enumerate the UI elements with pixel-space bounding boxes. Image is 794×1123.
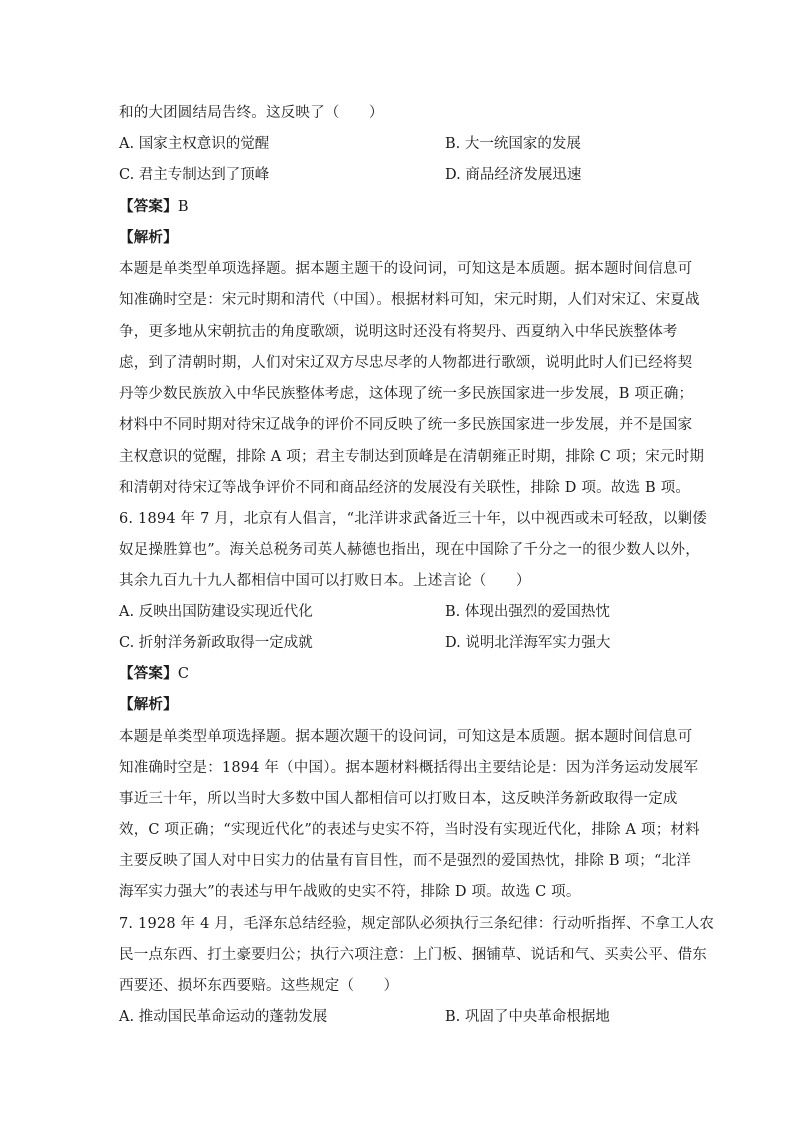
- q6-option-b: B. 体现出强烈的爱国热忱: [445, 604, 610, 620]
- q6-answer-label: 【答案】: [119, 665, 178, 682]
- q5-option-b: B. 大一统国家的发展: [445, 136, 581, 152]
- q5-analysis-line: 丹等少数民族放入中华民族整体考虑，这体现了统一多民族国家进一步发展，B 项正确；: [119, 386, 694, 402]
- q5-option-a: A. 国家主权意识的觉醒: [119, 136, 270, 152]
- q6-analysis-label: 【解析】: [119, 696, 178, 713]
- q6-analysis-line: 本题是单类型单项选择题。据本题次题干的设问词，可知这是本质题。据本题时间信息可: [119, 729, 693, 745]
- q6-option-d: D. 说明北洋海军实力强大: [445, 635, 611, 651]
- q6-option-a: A. 反映出国防建设实现近代化: [119, 604, 313, 620]
- q5-stem-tail: 和的大团圆结局告终。这反映了（ ）: [119, 105, 384, 121]
- q6-analysis-line: 海军实力强大”的表述与甲午战败的史实不符，排除 D 项。故选 C 项。: [119, 884, 581, 900]
- q5-answer: [119, 197, 679, 217]
- q5-analysis-label: 【解析】: [119, 229, 178, 246]
- q5-analysis-line: 虑，到了清朝时期，人们对宋辽双方尽忠尽孝的人物都进行歌颂，说明此时人们已经将契: [119, 355, 693, 371]
- q7-stem-line: 西要还、损坏东西要赔。这些规定（ ）: [119, 978, 399, 994]
- q5-analysis-line: 本题是单类型单项选择题。据本题主题干的设问词，可知这是本质题。据本题时间信息可: [119, 261, 693, 277]
- q6-analysis-line: 知准确时空是：1894 年（中国）。据本题材料概括得出主要结论是：因为洋务运动发展军: [119, 760, 699, 776]
- q7-option-a: A. 推动国民革命运动的蓬勃发展: [119, 1009, 328, 1025]
- q5-option-c: C. 君主专制达到了顶峰: [119, 167, 270, 183]
- q6-answer-value: C: [177, 666, 190, 682]
- q5-analysis-line: 争，更多地从宋朝抗击的角度歌颂，说明这时还没有将契丹、西夏纳入中华民族整体考: [119, 324, 678, 340]
- q6-analysis-line: 主要反映了国人对中日实力的估量有盲目性，而不是强烈的爱国热忱，排除 B 项；“北洋: [119, 853, 691, 869]
- q5-analysis-line: 知准确时空是：宋元时期和清代（中国）。根据材料可知，宋元时期，人们对宋辽、宋夏战: [119, 292, 700, 308]
- q6-analysis-line: 效，C 项正确；“实现近代化”的表述与史实不符，当时没有实现近代化，排除 A 项；材料: [119, 822, 700, 838]
- q6-analysis-line: 事近三十年，所以当时大多数中国人都相信可以打败日本，这反映洋务新政取得一定成: [119, 791, 678, 807]
- q5-answer-value: B: [177, 199, 189, 215]
- q6-stem-line: 6. 1894 年 7 月，北京有人倡言，“北洋讲求武备近三十年，以中视西或未可轻敌，以剿倭: [119, 511, 708, 527]
- q6-stem-line: 其余九百九十九人都相信中国可以打败日本。上述言论（ ）: [119, 573, 531, 589]
- q6-option-c: C. 折射洋务新政取得一定成就: [119, 635, 313, 651]
- q5-analysis-line: 主权意识的觉醒，排除 A 项；君主专制达到顶峰是在清朝雍正时期，排除 C 项；宋元时期: [119, 449, 705, 465]
- q5-answer-label: 【答案】: [119, 198, 178, 215]
- q5-analysis-line: 和清朝对待宋辽等战争评价不同和商品经济的发展没有关联性，排除 D 项。故选 B 项。: [119, 480, 691, 496]
- q6-answer: [119, 664, 679, 684]
- q5-analysis-line: 材料中不同时期对待宋辽战争的评价不同反映了统一多民族国家进一步发展，并不是国家: [119, 417, 693, 433]
- q6-stem-line: 奴足操胜算也”。海关总税务司英人赫德也指出，现在中国除了千分之一的很少数人以外，: [119, 542, 700, 558]
- q7-stem-line: 7. 1928 年 4 月，毛泽东总结经验，规定部队必须执行三条纪律：行动听指挥、不拿工人农: [119, 916, 715, 932]
- q5-option-d: D. 商品经济发展迅速: [445, 167, 582, 183]
- q7-stem-line: 民一点东西、打土豪要归公；执行六项注意：上门板、捆铺草、说话和气、买卖公平、借东: [119, 947, 707, 963]
- q7-option-b: B. 巩固了中央革命根据地: [445, 1009, 610, 1025]
